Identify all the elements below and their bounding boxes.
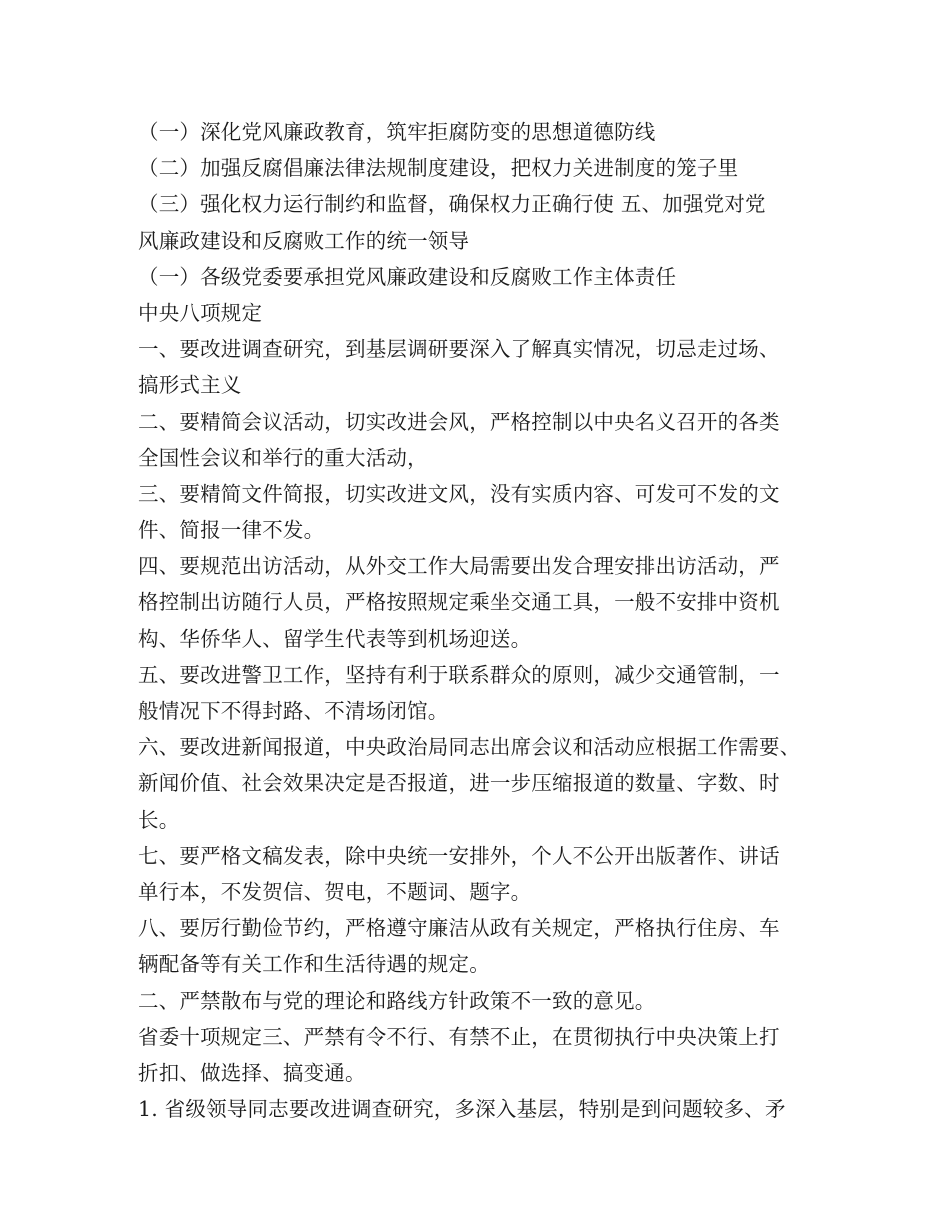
text-line: 二、要精简会议活动，切实改进会风，严格控制以中央名义召开的各类	[138, 409, 780, 434]
text-line: 新闻价值、社会效果决定是否报道，进一步压缩报道的数量、字数、时	[138, 771, 780, 796]
text-line: 1. 省级领导同志要改进调查研究，多深入基层，特别是到问题较多、矛	[138, 1097, 786, 1122]
text-line: 一、要改进调查研究，到基层调研要深入了解真实情况，切忌走过场、	[138, 337, 780, 362]
section-heading: 中央八项规定	[138, 300, 263, 325]
text-line: 六、要改进新闻报道，中央政治局同志出席会议和活动应根据工作需要、	[138, 735, 801, 760]
text-line: 风廉政建设和反腐败工作的统一领导	[138, 228, 470, 253]
text-line: 二、严禁散布与党的理论和路线方针政策不一致的意见。	[138, 988, 656, 1013]
text-line: 件、简报一律不发。	[138, 518, 325, 543]
text-line: 五、要改进警卫工作，坚持有利于联系群众的原则，减少交通管制，一	[138, 662, 780, 687]
text-line: 单行本，不发贺信、贺电，不题词、题字。	[138, 879, 532, 904]
text-line: 七、要严格文稿发表，除中央统一安排外，个人不公开出版著作、讲话	[138, 843, 780, 868]
text-line: （三）强化权力运行制约和监督，确保权力正确行使 五、加强党对党	[138, 192, 766, 217]
text-line: 构、华侨华人、留学生代表等到机场迎送。	[138, 626, 532, 651]
text-line: 格控制出访随行人员，严格按照规定乘坐交通工具，一般不安排中资机	[138, 590, 780, 615]
text-line: 般情况下不得封路、不清场闭馆。	[138, 699, 449, 723]
text-line: 辆配备等有关工作和生活待遇的规定。	[138, 952, 490, 977]
text-line: 八、要厉行勤俭节约，严格遵守廉洁从政有关规定，严格执行住房、车	[138, 916, 780, 941]
text-line: （一）深化党风廉政教育，筑牢拒腐防变的思想道德防线	[138, 120, 656, 144]
text-line: 省委十项规定三、严禁有令不行、有禁不止，在贯彻执行中央决策上打	[138, 1024, 780, 1049]
text-line: 三、要精简文件简报，切实改进文风，没有实质内容、可发可不发的文	[138, 481, 780, 506]
text-line: 折扣、做选择、搞变通。	[138, 1060, 366, 1085]
text-line: （一）各级党委要承担党风廉政建设和反腐败工作主体责任	[138, 264, 677, 289]
text-line: 全国性会议和举行的重大活动，	[138, 445, 428, 470]
text-line: 长。	[138, 807, 180, 832]
document-body	[138, 114, 828, 1127]
text-line: 搞形式主义	[138, 373, 242, 398]
text-line: （二）加强反腐倡廉法律法规制度建设，把权力关进制度的笼子里	[138, 156, 739, 181]
text-line: 四、要规范出访活动，从外交工作大局需要出发合理安排出访活动，严	[138, 554, 780, 579]
